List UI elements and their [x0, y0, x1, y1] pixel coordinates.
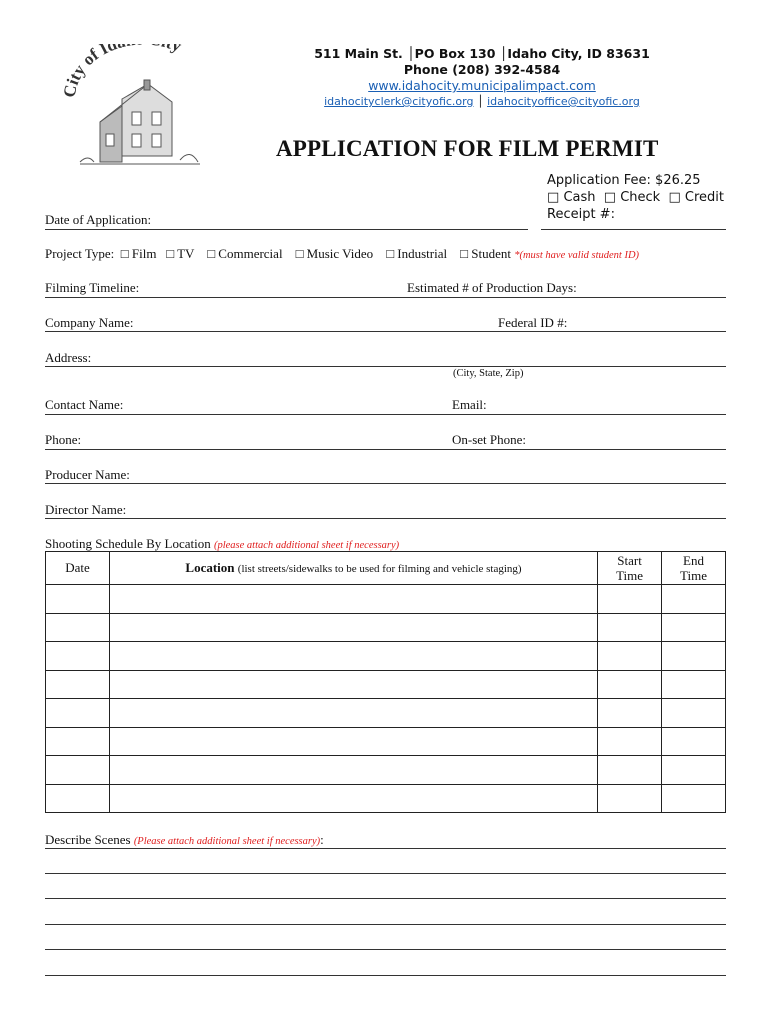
music-video-label: Music Video	[306, 246, 374, 261]
city-state-zip-hint: (City, State, Zip)	[453, 368, 524, 379]
address-field[interactable]	[45, 366, 726, 367]
start-time-cell[interactable]	[598, 784, 662, 813]
receipt-label: Receipt #:	[547, 207, 615, 222]
date-cell[interactable]	[46, 613, 110, 642]
tv-label: TV	[177, 246, 195, 261]
schedule-row	[46, 613, 726, 642]
start-time-cell[interactable]	[598, 670, 662, 699]
timeline-label: Filming Timeline:	[45, 280, 140, 295]
date-cell[interactable]	[46, 642, 110, 671]
scenes-line[interactable]	[45, 873, 726, 874]
scenes-line[interactable]	[45, 949, 726, 950]
location-cell[interactable]	[109, 670, 597, 699]
contact-field[interactable]	[45, 414, 726, 415]
date-column-header: Date	[46, 552, 110, 585]
end-time-cell[interactable]	[662, 670, 726, 699]
schedule-row	[46, 585, 726, 614]
scenes-line[interactable]	[45, 848, 726, 849]
director-label: Director Name:	[45, 502, 127, 517]
producer-field[interactable]	[45, 483, 726, 484]
company-label: Company Name:	[45, 315, 134, 330]
schedule-row	[46, 670, 726, 699]
end-time-cell[interactable]	[662, 613, 726, 642]
location-cell[interactable]	[109, 585, 597, 614]
scenes-note: (Please attach additional sheet if necessary)	[133, 836, 321, 847]
scenes-line[interactable]	[45, 898, 726, 899]
schedule-row	[46, 727, 726, 756]
music-video-checkbox[interactable]: □	[295, 246, 304, 261]
website-link[interactable]: www.idahocity.municipalimpact.com	[368, 78, 596, 93]
industrial-checkbox[interactable]: □	[386, 246, 395, 261]
director-field[interactable]	[45, 518, 726, 519]
address-line: 511 Main St. │PO Box 130 │Idaho City, ID 83631	[314, 46, 650, 61]
schedule-heading	[45, 536, 399, 552]
check-label: Check	[620, 190, 661, 205]
cash-checkbox[interactable]: □	[547, 190, 560, 205]
tv-checkbox[interactable]: □	[166, 246, 175, 261]
location-cell[interactable]	[109, 642, 597, 671]
end-time-cell[interactable]	[662, 756, 726, 785]
logo-text: City of Id y	[60, 44, 185, 99]
end-time-cell[interactable]	[662, 784, 726, 813]
scenes-label-row: Describe Scenes (Please attach additional sheet if necessary):	[45, 832, 324, 847]
contact-header	[300, 46, 664, 110]
industrial-label: Industrial	[397, 246, 448, 261]
start-time-cell[interactable]	[598, 642, 662, 671]
location-cell[interactable]	[109, 613, 597, 642]
schedule-row	[46, 784, 726, 813]
page-title: APPLICATION FOR FILM PERMIT	[276, 136, 659, 161]
timeline-field[interactable]	[45, 297, 726, 298]
production-days-label: Estimated # of Production Days:	[407, 280, 577, 295]
end-time-cell[interactable]	[662, 585, 726, 614]
date-cell[interactable]	[46, 585, 110, 614]
cash-label: Cash	[563, 190, 596, 205]
phone-label: Phone:	[45, 432, 82, 447]
scenes-line[interactable]	[45, 924, 726, 925]
student-label: Student	[471, 246, 511, 261]
svg-text:City of Idaho City	[60, 44, 185, 99]
schedule-header-row	[46, 552, 726, 585]
project-type-label: Project Type:	[45, 246, 115, 261]
film-label: Film	[131, 246, 157, 261]
receipt-field[interactable]	[541, 229, 726, 230]
phone-field[interactable]	[45, 449, 726, 450]
schedule-row	[46, 642, 726, 671]
start-time-column-header: Start Time	[598, 552, 662, 585]
address-label: Address:	[45, 350, 92, 365]
contact-label: Contact Name:	[45, 397, 124, 412]
location-column-header: Location (list streets/sidewalks to be used for filming and vehicle staging)	[109, 552, 597, 585]
date-cell[interactable]	[46, 670, 110, 699]
credit-label: Credit	[684, 190, 725, 205]
date-cell[interactable]	[46, 756, 110, 785]
date-cell[interactable]	[46, 784, 110, 813]
film-checkbox[interactable]: □	[120, 246, 129, 261]
end-time-column-header: End Time	[662, 552, 726, 585]
end-time-cell[interactable]	[662, 727, 726, 756]
scenes-label: Describe Scenes	[45, 832, 131, 847]
email-label: Email:	[452, 397, 487, 412]
schedule-row	[46, 756, 726, 785]
location-cell[interactable]	[109, 699, 597, 728]
schedule-table	[45, 551, 726, 813]
schedule-heading-text: Shooting Schedule By Location	[45, 536, 211, 551]
end-time-cell[interactable]	[662, 642, 726, 671]
start-time-cell[interactable]	[598, 585, 662, 614]
commercial-checkbox[interactable]: □	[207, 246, 216, 261]
fee-box	[547, 172, 727, 222]
city-logo	[60, 44, 220, 179]
project-type-row	[45, 246, 639, 262]
end-time-cell[interactable]	[662, 699, 726, 728]
location-cell[interactable]	[109, 784, 597, 813]
scenes-line[interactable]	[45, 975, 726, 976]
producer-label: Producer Name:	[45, 467, 130, 482]
fee-label: Application Fee: $26.25	[547, 173, 701, 188]
office-email-link[interactable]: idahocityoffice@cityofic.org	[487, 95, 640, 108]
date-cell[interactable]	[46, 727, 110, 756]
start-time-cell[interactable]	[598, 756, 662, 785]
credit-checkbox[interactable]: □	[668, 190, 681, 205]
start-time-cell[interactable]	[598, 613, 662, 642]
date-field[interactable]	[45, 229, 528, 230]
check-checkbox[interactable]: □	[603, 190, 617, 205]
phone-line: Phone (208) 392-4584	[403, 62, 561, 77]
clerk-email-link[interactable]: idahocityclerk@cityofic.org	[324, 95, 474, 108]
date-label: Date of Application:	[45, 212, 152, 227]
schedule-row	[46, 699, 726, 728]
email-separator: │	[476, 95, 484, 108]
location-cell[interactable]	[109, 727, 597, 756]
federal-id-label: Federal ID #:	[498, 315, 568, 330]
date-cell[interactable]	[46, 699, 110, 728]
start-time-cell[interactable]	[598, 727, 662, 756]
location-cell[interactable]	[109, 756, 597, 785]
student-checkbox[interactable]: □	[460, 246, 468, 261]
start-time-cell[interactable]	[598, 699, 662, 728]
company-field[interactable]	[45, 331, 726, 332]
student-note: *(must have valid student ID)	[514, 250, 640, 261]
schedule-heading-note: (please attach additional sheet if necessary)	[213, 540, 400, 551]
commercial-label: Commercial	[218, 246, 283, 261]
onset-phone-label: On-set Phone:	[452, 432, 527, 447]
